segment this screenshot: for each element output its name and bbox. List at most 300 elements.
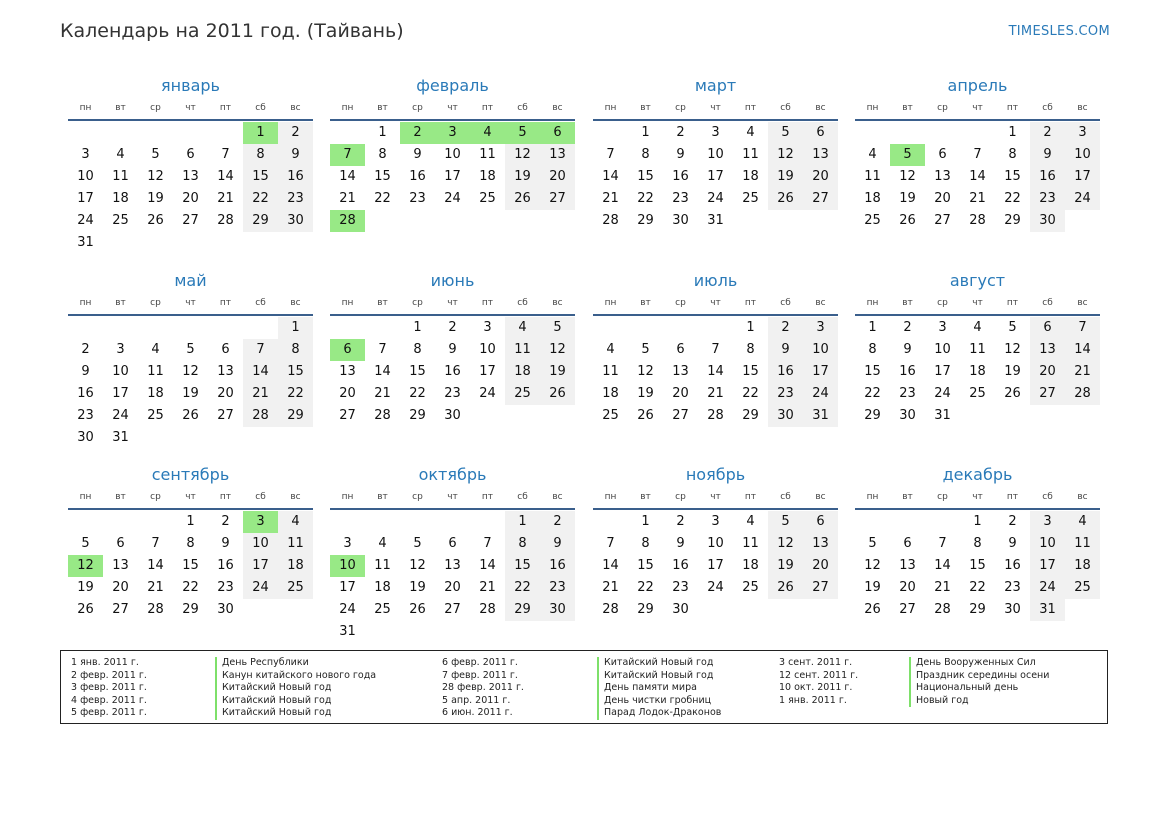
day-cell: 9 xyxy=(768,339,803,361)
day-cell: 25 xyxy=(742,580,759,595)
day-cell: 28 xyxy=(479,602,496,617)
month-name: май xyxy=(174,271,207,290)
empty-cell xyxy=(663,317,698,339)
day-cell: 24 xyxy=(707,580,724,595)
day-cell: 13 xyxy=(217,364,234,379)
empty-cell xyxy=(103,317,138,339)
day-cell: 31 xyxy=(339,624,356,639)
day-cell: 20 xyxy=(803,555,838,577)
day-cell: 10 xyxy=(444,147,461,162)
day-cell: 26 xyxy=(77,602,94,617)
weekday-label: пт xyxy=(744,103,757,113)
weekday-header xyxy=(593,295,838,311)
empty-cell xyxy=(278,232,313,254)
weekday-header xyxy=(855,100,1100,116)
day-cell: 8 xyxy=(186,536,195,551)
day-cell: 24 xyxy=(1030,577,1065,599)
week-row xyxy=(593,188,838,210)
weekday-label: ср xyxy=(937,492,948,502)
site-link[interactable]: TIMESLES.COM xyxy=(1008,24,1110,39)
empty-cell xyxy=(138,122,173,144)
day-cell: 6 xyxy=(803,122,838,144)
day-cell: 3 xyxy=(116,342,125,357)
day-cell: 30 xyxy=(1004,602,1021,617)
month-name: ноябрь xyxy=(685,465,746,484)
day-cell: 9 xyxy=(676,147,685,162)
day-cell: 14 xyxy=(707,364,724,379)
day-cell: 11 xyxy=(1065,533,1100,555)
day-cell: 2 xyxy=(676,514,685,529)
day-cell: 10 xyxy=(934,342,951,357)
day-cell: 27 xyxy=(540,188,575,210)
weekday-label: пт xyxy=(1006,103,1019,113)
day-cell: 4 xyxy=(868,147,877,162)
day-cell: 14 xyxy=(243,361,278,383)
weekday-label: чт xyxy=(710,298,721,308)
day-cell: 21 xyxy=(243,383,278,405)
empty-cell xyxy=(925,511,960,533)
empty-cell xyxy=(505,210,540,232)
empty-cell xyxy=(505,621,540,643)
week-row xyxy=(855,317,1100,339)
day-cell: 1 xyxy=(868,320,877,335)
day-cell: 4 xyxy=(746,514,755,529)
day-cell: 2 xyxy=(676,125,685,140)
weekday-header xyxy=(593,100,838,116)
weekday-label: вс xyxy=(290,103,301,113)
day-cell: 30 xyxy=(899,408,916,423)
day-cell: 26 xyxy=(1004,386,1021,401)
day-cell: 4 xyxy=(151,342,160,357)
weekday-label: ср xyxy=(937,103,948,113)
day-cell: 9 xyxy=(1030,144,1065,166)
day-cell: 24 xyxy=(77,213,94,228)
header-rule xyxy=(593,314,838,316)
day-cell: 8 xyxy=(278,339,313,361)
day-cell: 10 xyxy=(479,342,496,357)
week-row xyxy=(68,599,313,621)
header-rule xyxy=(855,119,1100,121)
day-cell: 31 xyxy=(77,235,94,250)
day-cell: 8 xyxy=(1008,147,1017,162)
weekday-label: сб xyxy=(1042,492,1053,502)
day-cell: 12 xyxy=(899,169,916,184)
day-cell: 6 xyxy=(676,342,685,357)
day-cell: 30 xyxy=(278,210,313,232)
day-cell: 5 xyxy=(186,342,195,357)
day-cell: 25 xyxy=(602,408,619,423)
weekday-label: вс xyxy=(815,298,826,308)
legend-date: 5 апр. 2011 г. xyxy=(442,694,511,706)
day-cell: 24 xyxy=(707,191,724,206)
week-row xyxy=(330,621,575,643)
day-cell: 3 xyxy=(81,147,90,162)
day-cell: 20 xyxy=(112,580,129,595)
weekday-label: чт xyxy=(185,298,196,308)
day-cell: 5 xyxy=(1008,320,1017,335)
day-cell: 17 xyxy=(77,191,94,206)
week-row xyxy=(855,188,1100,210)
legend-date: 10 окт. 2011 г. xyxy=(779,682,853,694)
day-cell: 2 xyxy=(540,511,575,533)
day-cell: 26 xyxy=(768,188,803,210)
day-cell: 17 xyxy=(803,361,838,383)
day-cell: 18 xyxy=(1065,555,1100,577)
empty-cell xyxy=(435,210,470,232)
day-cell: 23 xyxy=(672,580,689,595)
week-row xyxy=(855,210,1100,232)
legend-holiday-name: Национальный день xyxy=(916,682,1019,694)
day-cell: 14 xyxy=(969,169,986,184)
week-row xyxy=(855,361,1100,383)
week-row xyxy=(330,317,575,339)
day-cell: 22 xyxy=(243,188,278,210)
empty-cell xyxy=(505,405,540,427)
day-cell: 5 xyxy=(151,147,160,162)
legend-holiday-name: День памяти мира xyxy=(604,682,697,694)
empty-cell xyxy=(855,511,890,533)
legend-holidays-column xyxy=(597,657,721,720)
week-row xyxy=(855,144,1100,166)
weekday-label: сб xyxy=(517,298,528,308)
empty-cell xyxy=(925,122,960,144)
day-cell: 29 xyxy=(969,602,986,617)
day-cell: 20 xyxy=(899,580,916,595)
day-cell: 3 xyxy=(435,122,470,144)
empty-cell xyxy=(173,122,208,144)
day-cell: 28 xyxy=(243,405,278,427)
empty-cell xyxy=(540,210,575,232)
day-cell: 21 xyxy=(602,191,619,206)
day-cell: 19 xyxy=(147,191,164,206)
day-cell: 22 xyxy=(969,580,986,595)
day-cell: 22 xyxy=(637,191,654,206)
month-name: июль xyxy=(693,271,738,290)
day-cell: 19 xyxy=(540,361,575,383)
weekday-label: чт xyxy=(710,492,721,502)
day-cell: 2 xyxy=(1008,514,1017,529)
month-name: август xyxy=(949,271,1006,290)
day-cell: 28 xyxy=(217,213,234,228)
week-row xyxy=(593,339,838,361)
weekday-label: ср xyxy=(675,298,686,308)
empty-cell xyxy=(1065,210,1100,232)
weekday-label: пн xyxy=(79,103,92,113)
empty-cell xyxy=(470,511,505,533)
weekday-label: вт xyxy=(377,103,388,113)
day-cell: 27 xyxy=(672,408,689,423)
week-row xyxy=(855,166,1100,188)
day-cell: 9 xyxy=(278,144,313,166)
weekday-label: сб xyxy=(517,103,528,113)
day-cell: 24 xyxy=(339,602,356,617)
day-cell: 15 xyxy=(374,169,391,184)
weekday-header xyxy=(68,100,313,116)
week-row xyxy=(330,339,575,361)
day-cell: 16 xyxy=(540,555,575,577)
week-row xyxy=(855,511,1100,533)
empty-cell xyxy=(103,122,138,144)
week-row xyxy=(68,166,313,188)
day-cell: 12 xyxy=(409,558,426,573)
day-cell: 19 xyxy=(768,555,803,577)
day-cell: 28 xyxy=(707,408,724,423)
weekday-label: ср xyxy=(937,298,948,308)
weekday-label: пт xyxy=(481,298,494,308)
day-cell: 9 xyxy=(81,364,90,379)
day-cell: 10 xyxy=(1065,144,1100,166)
day-cell: 29 xyxy=(742,408,759,423)
week-row xyxy=(330,577,575,599)
month-block xyxy=(593,269,838,427)
legend-date: 3 сент. 2011 г. xyxy=(779,657,853,668)
day-cell: 7 xyxy=(243,339,278,361)
week-row xyxy=(855,339,1100,361)
day-cell: 15 xyxy=(278,361,313,383)
day-cell: 10 xyxy=(112,364,129,379)
day-cell: 4 xyxy=(470,122,505,144)
weekday-label: ср xyxy=(412,298,423,308)
day-cell: 30 xyxy=(672,213,689,228)
weekday-label: вт xyxy=(377,298,388,308)
empty-cell xyxy=(698,317,733,339)
empty-cell xyxy=(470,210,505,232)
week-row xyxy=(68,232,313,254)
day-cell: 25 xyxy=(374,602,391,617)
day-cell: 11 xyxy=(602,364,619,379)
legend-holiday-name: День Республики xyxy=(222,657,309,668)
empty-cell xyxy=(330,317,365,339)
month-block xyxy=(855,269,1100,427)
weekday-label: вс xyxy=(815,103,826,113)
day-cell: 21 xyxy=(707,386,724,401)
week-row xyxy=(330,383,575,405)
weekday-label: вс xyxy=(552,492,563,502)
weekday-header xyxy=(68,295,313,311)
day-cell: 7 xyxy=(973,147,982,162)
day-cell: 16 xyxy=(672,169,689,184)
legend-holiday-name: Парад Лодок-Драконов xyxy=(604,707,722,719)
week-row xyxy=(68,361,313,383)
week-row xyxy=(330,533,575,555)
weekday-label: сб xyxy=(1042,103,1053,113)
day-cell: 28 xyxy=(1065,383,1100,405)
day-cell: 22 xyxy=(742,386,759,401)
empty-cell xyxy=(173,232,208,254)
empty-cell xyxy=(68,511,103,533)
empty-cell xyxy=(995,405,1030,427)
day-cell: 1 xyxy=(505,511,540,533)
day-cell: 13 xyxy=(540,144,575,166)
week-row xyxy=(593,166,838,188)
day-cell: 22 xyxy=(505,577,540,599)
day-cell: 24 xyxy=(479,386,496,401)
day-cell: 14 xyxy=(602,169,619,184)
day-cell: 12 xyxy=(68,555,103,577)
day-cell: 1 xyxy=(278,317,313,339)
day-cell: 4 xyxy=(378,536,387,551)
week-row xyxy=(330,599,575,621)
day-cell: 14 xyxy=(602,558,619,573)
week-row xyxy=(68,210,313,232)
day-cell: 4 xyxy=(116,147,125,162)
empty-cell xyxy=(470,405,505,427)
month-block xyxy=(855,463,1100,621)
day-cell: 8 xyxy=(243,144,278,166)
empty-cell xyxy=(960,122,995,144)
weekday-label: ср xyxy=(150,492,161,502)
day-cell: 18 xyxy=(505,361,540,383)
weekday-header xyxy=(855,489,1100,505)
empty-cell xyxy=(208,427,243,449)
day-cell: 8 xyxy=(868,342,877,357)
page-title: Календарь на 2011 год. (Тайвань) xyxy=(60,20,404,42)
empty-cell xyxy=(400,621,435,643)
day-cell: 14 xyxy=(479,558,496,573)
weekday-label: вт xyxy=(115,103,126,113)
day-cell: 6 xyxy=(116,536,125,551)
empty-cell xyxy=(890,511,925,533)
day-cell: 25 xyxy=(864,213,881,228)
weekday-label: пн xyxy=(604,103,617,113)
month-block xyxy=(68,269,313,449)
header-rule xyxy=(593,508,838,510)
day-cell: 16 xyxy=(444,364,461,379)
week-row xyxy=(330,511,575,533)
day-cell: 4 xyxy=(505,317,540,339)
day-cell: 30 xyxy=(540,599,575,621)
week-row xyxy=(68,427,313,449)
day-cell: 22 xyxy=(864,386,881,401)
week-row xyxy=(855,405,1100,427)
weekday-label: вс xyxy=(290,298,301,308)
empty-cell xyxy=(1030,405,1065,427)
day-cell: 30 xyxy=(672,602,689,617)
day-cell: 8 xyxy=(505,533,540,555)
weekday-label: пт xyxy=(219,492,232,502)
header-rule xyxy=(330,508,575,510)
month-block xyxy=(593,463,838,621)
day-cell: 5 xyxy=(868,536,877,551)
day-cell: 9 xyxy=(903,342,912,357)
weekday-header xyxy=(330,100,575,116)
legend-date: 5 февр. 2011 г. xyxy=(71,707,147,719)
day-cell: 10 xyxy=(1030,533,1065,555)
day-cell: 12 xyxy=(182,364,199,379)
week-row xyxy=(68,577,313,599)
week-row xyxy=(330,144,575,166)
empty-cell xyxy=(540,405,575,427)
day-cell: 30 xyxy=(444,408,461,423)
day-cell: 20 xyxy=(339,386,356,401)
day-cell: 14 xyxy=(147,558,164,573)
day-cell: 7 xyxy=(606,536,615,551)
week-row xyxy=(593,599,838,621)
day-cell: 26 xyxy=(409,602,426,617)
empty-cell xyxy=(365,621,400,643)
day-cell: 19 xyxy=(768,166,803,188)
legend-holiday-name: Китайский Новый год xyxy=(222,694,332,706)
day-cell: 4 xyxy=(746,125,755,140)
day-cell: 3 xyxy=(938,320,947,335)
day-cell: 13 xyxy=(444,558,461,573)
weekday-label: ср xyxy=(150,298,161,308)
day-cell: 2 xyxy=(903,320,912,335)
legend-holiday-name: День чистки гробниц xyxy=(604,694,712,706)
day-cell: 3 xyxy=(483,320,492,335)
day-cell: 24 xyxy=(112,408,129,423)
empty-cell xyxy=(803,599,838,621)
weekday-label: пт xyxy=(219,298,232,308)
empty-cell xyxy=(103,511,138,533)
holiday-legend xyxy=(60,650,1108,724)
header-rule xyxy=(330,314,575,316)
day-cell: 2 xyxy=(221,514,230,529)
day-cell: 23 xyxy=(409,191,426,206)
day-cell: 10 xyxy=(707,536,724,551)
day-cell: 18 xyxy=(742,558,759,573)
weekday-label: пт xyxy=(481,492,494,502)
weekday-header xyxy=(330,295,575,311)
day-cell: 29 xyxy=(637,602,654,617)
week-row xyxy=(330,122,575,144)
weekday-header xyxy=(593,489,838,505)
weekday-label: чт xyxy=(185,103,196,113)
day-cell: 12 xyxy=(540,339,575,361)
day-cell: 12 xyxy=(1004,342,1021,357)
day-cell: 9 xyxy=(1008,536,1017,551)
day-cell: 23 xyxy=(444,386,461,401)
day-cell: 2 xyxy=(1030,122,1065,144)
day-cell: 24 xyxy=(1065,188,1100,210)
day-cell: 15 xyxy=(864,364,881,379)
month-name: декабрь xyxy=(942,465,1013,484)
day-cell: 11 xyxy=(969,342,986,357)
weekday-label: пн xyxy=(341,103,354,113)
day-cell: 28 xyxy=(330,210,365,232)
day-cell: 10 xyxy=(243,533,278,555)
day-cell: 2 xyxy=(448,320,457,335)
day-cell: 13 xyxy=(803,533,838,555)
day-cell: 28 xyxy=(374,408,391,423)
legend-holiday-name: Китайский Новый год xyxy=(222,707,332,719)
day-cell: 10 xyxy=(330,555,365,577)
weekday-label: пн xyxy=(866,298,879,308)
day-cell: 20 xyxy=(803,166,838,188)
day-cell: 29 xyxy=(243,210,278,232)
week-row xyxy=(593,122,838,144)
weekday-label: сб xyxy=(780,103,791,113)
day-cell: 18 xyxy=(278,555,313,577)
legend-holiday-name: Китайский Новый год xyxy=(604,657,714,668)
day-cell: 20 xyxy=(182,191,199,206)
weekday-label: вт xyxy=(902,492,913,502)
week-row xyxy=(593,144,838,166)
week-row xyxy=(855,533,1100,555)
day-cell: 16 xyxy=(1004,558,1021,573)
legend-date: 4 февр. 2011 г. xyxy=(71,694,147,706)
empty-cell xyxy=(208,232,243,254)
day-cell: 27 xyxy=(803,188,838,210)
month-block xyxy=(330,269,575,427)
day-cell: 7 xyxy=(1065,317,1100,339)
day-cell: 29 xyxy=(864,408,881,423)
day-cell: 11 xyxy=(479,147,496,162)
day-cell: 23 xyxy=(1030,188,1065,210)
weekday-label: пт xyxy=(481,103,494,113)
day-cell: 17 xyxy=(339,580,356,595)
day-cell: 2 xyxy=(768,317,803,339)
